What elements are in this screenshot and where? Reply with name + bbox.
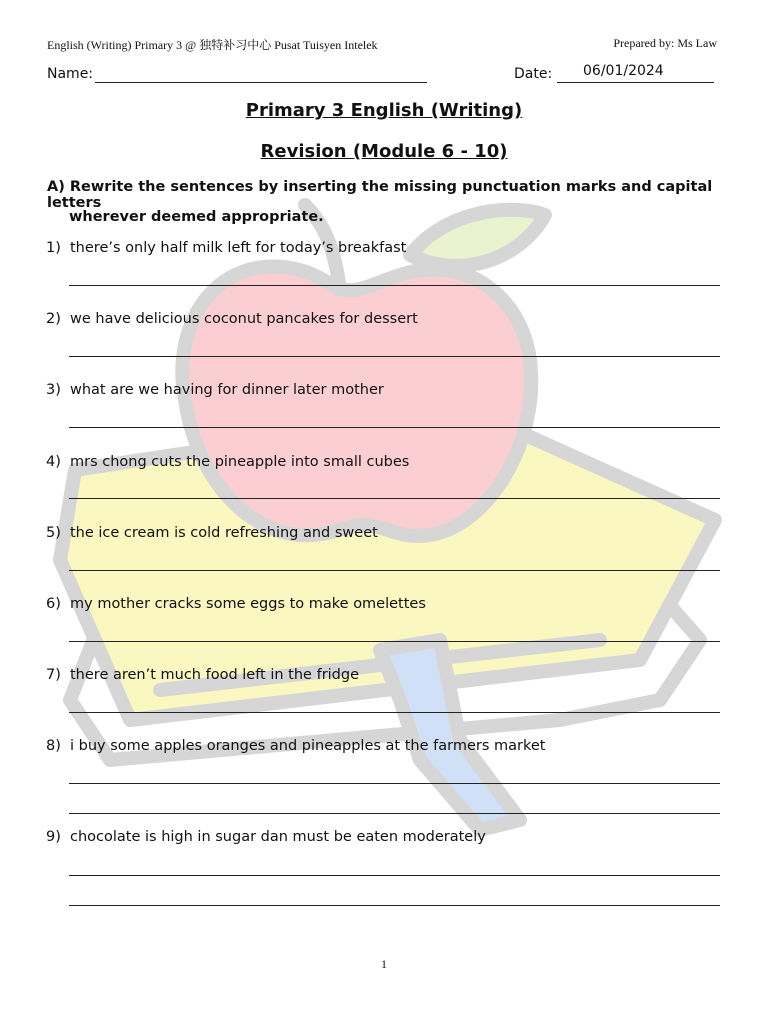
- answer-line[interactable]: [69, 356, 720, 357]
- question-text: what are we having for dinner later mother: [70, 382, 384, 398]
- question-text: we have delicious coconut pancakes for dessert: [70, 311, 418, 327]
- question-text: mrs chong cuts the pineapple into small cubes: [70, 454, 410, 470]
- question-number: 6): [46, 596, 61, 612]
- page-title: Primary 3 English (Writing): [245, 100, 523, 121]
- date-label: Date:: [514, 66, 553, 82]
- answer-line[interactable]: [69, 285, 720, 286]
- answer-line[interactable]: [69, 712, 720, 713]
- page-subtitle: Revision (Module 6 - 10): [260, 141, 508, 162]
- answer-line[interactable]: [69, 427, 720, 428]
- header-title: English (Writing) Primary 3 @ 独特补习中心 Pusat Tuisyen Intelek: [47, 38, 378, 52]
- question-number: 2): [46, 311, 61, 327]
- section-a-instruction-cont: wherever deemed appropriate.: [69, 209, 324, 225]
- answer-line[interactable]: [69, 498, 720, 499]
- question-number: 4): [46, 454, 61, 470]
- answer-line[interactable]: [69, 875, 720, 876]
- question-text: chocolate is high in sugar dan must be eaten moderately: [70, 829, 486, 845]
- answer-line[interactable]: [69, 641, 720, 642]
- question-text: there aren’t much food left in the fridge: [70, 667, 360, 683]
- question-text: the ice cream is cold refreshing and sweet: [70, 525, 378, 541]
- name-label: Name:: [47, 66, 94, 82]
- question-number: 9): [46, 829, 61, 845]
- section-a-instruction: A) Rewrite the sentences by inserting the missing punctuation marks and capital letters: [47, 179, 713, 211]
- question-text: i buy some apples oranges and pineapples at the farmers market: [70, 738, 546, 754]
- question-text: there’s only half milk left for today’s breakfast: [70, 240, 407, 256]
- page-number: 1: [381, 957, 387, 971]
- answer-line[interactable]: [69, 570, 720, 571]
- question-number: 8): [46, 738, 61, 754]
- header-author: Prepared by: Ms Law: [613, 36, 717, 50]
- name-blank-line[interactable]: [95, 82, 427, 83]
- question-text: my mother cracks some eggs to make omelettes: [70, 596, 426, 612]
- answer-line[interactable]: [69, 905, 720, 906]
- answer-line[interactable]: [69, 783, 720, 784]
- question-number: 3): [46, 382, 61, 398]
- question-number: 7): [46, 667, 61, 683]
- date-value: 06/01/2024: [583, 63, 664, 79]
- date-blank-line[interactable]: [557, 82, 714, 83]
- question-number: 5): [46, 525, 61, 541]
- question-number: 1): [46, 240, 61, 256]
- answer-line[interactable]: [69, 813, 720, 814]
